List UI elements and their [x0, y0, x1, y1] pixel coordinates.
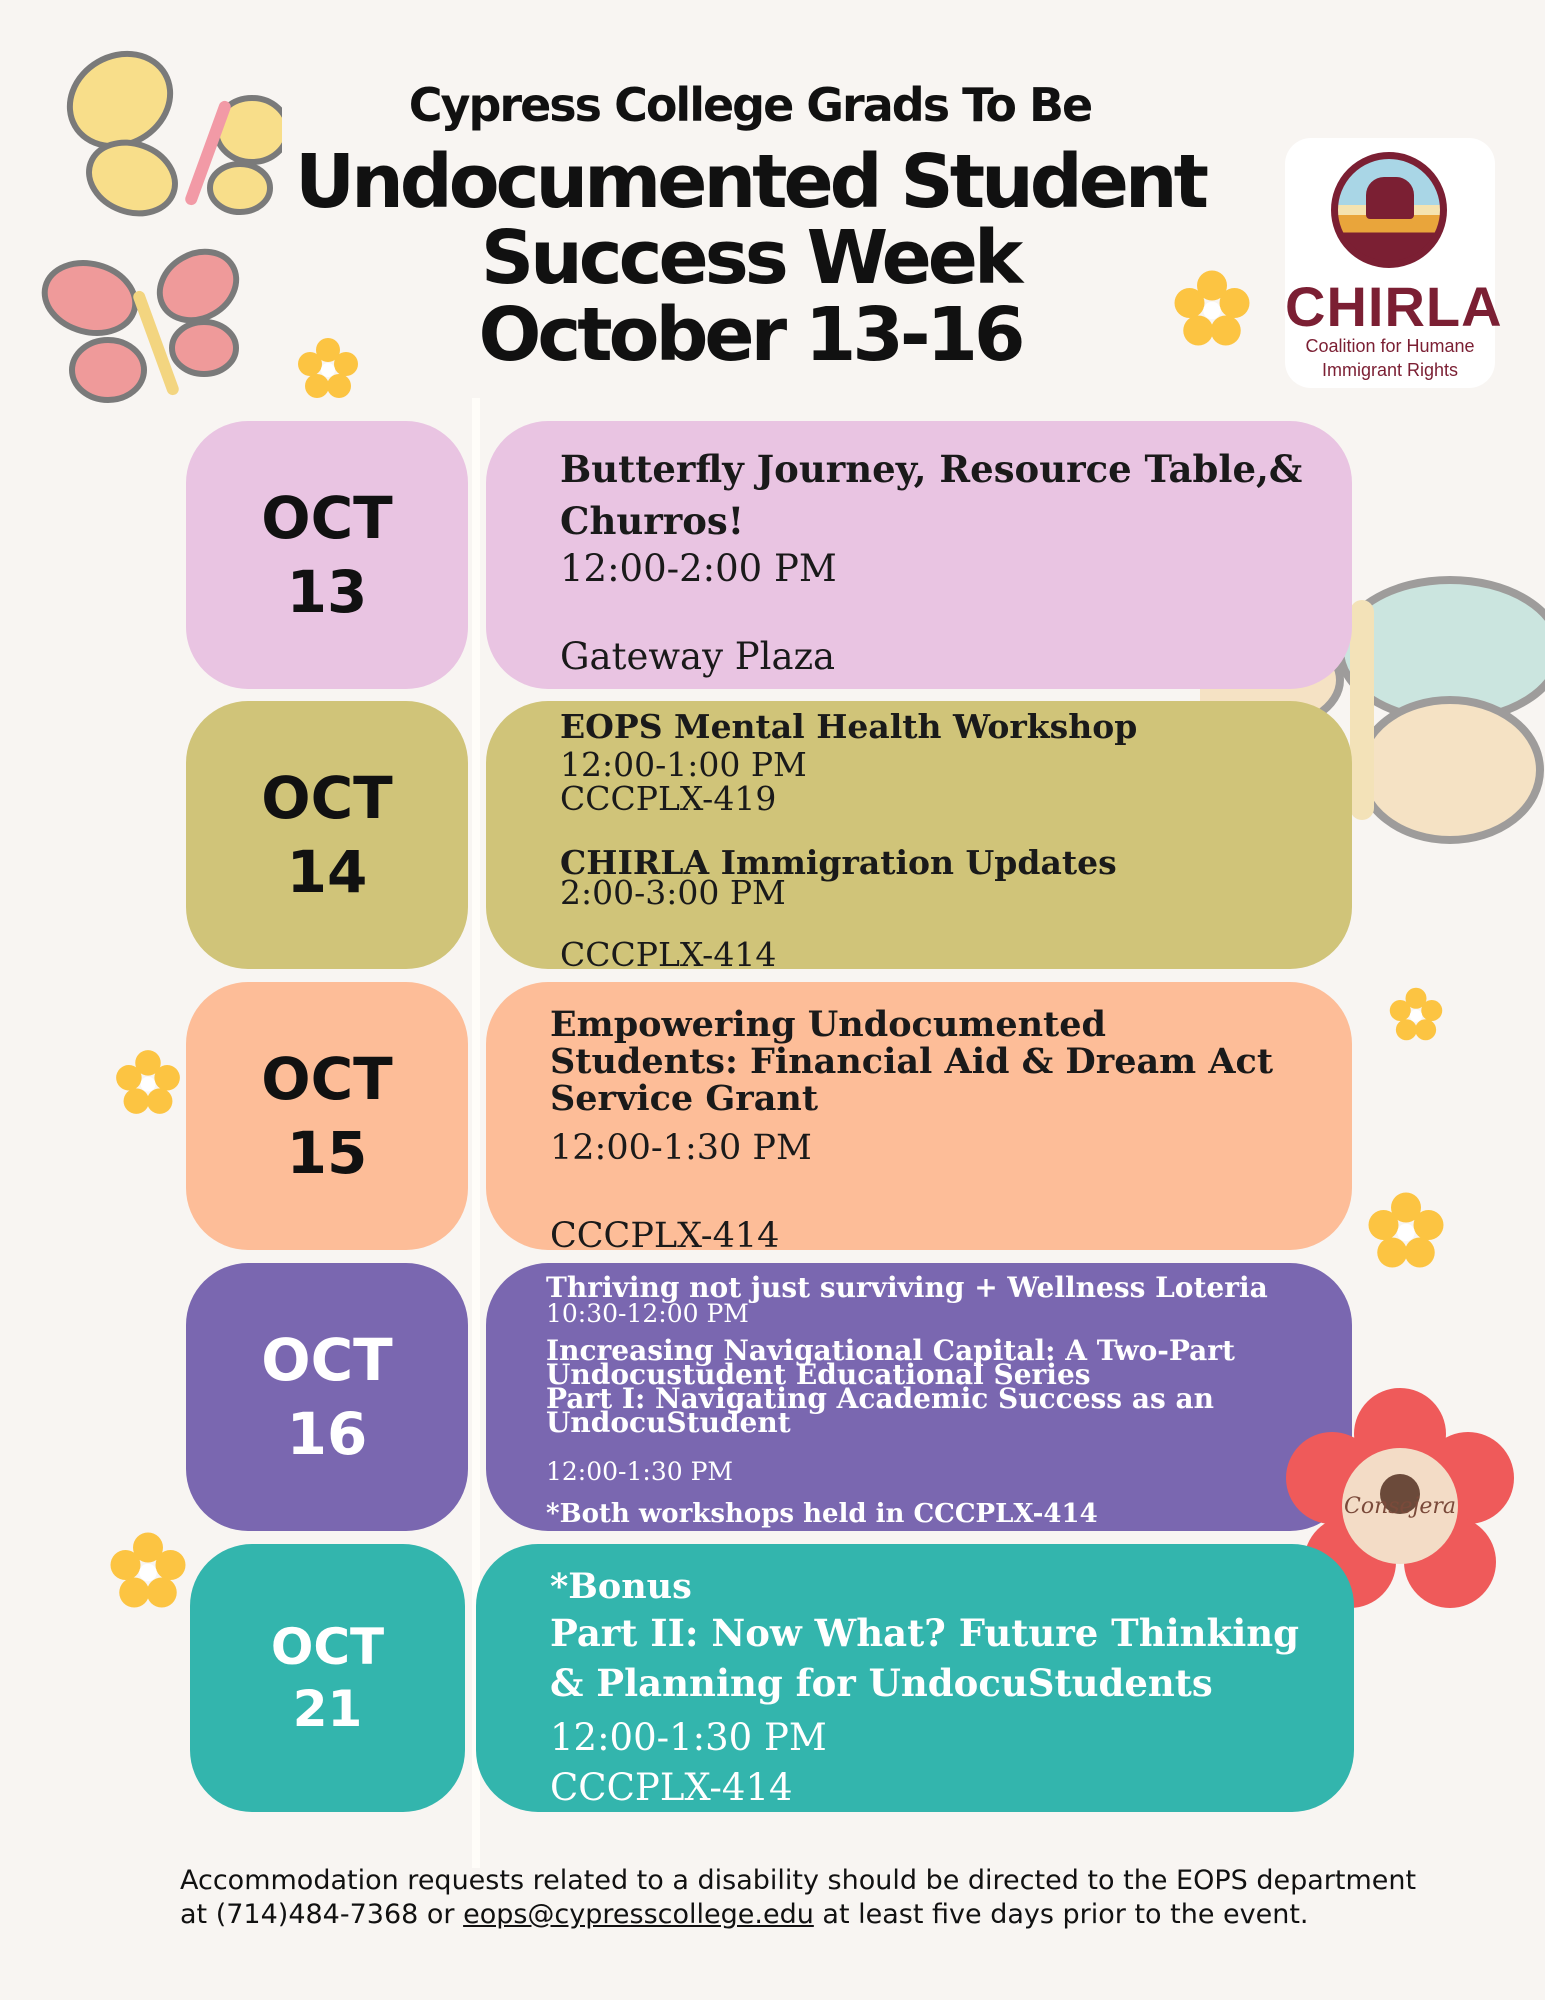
date-day: 21 [292, 1680, 363, 1738]
event-title-line: Butterfly Journey, Resource Table,& [560, 447, 1303, 491]
date-month: OCT [261, 1045, 393, 1113]
date-badge-oct14 [186, 701, 468, 969]
footer-phone-text: at (714)484-7368 or [180, 1899, 464, 1930]
logo-subtitle-line2: Immigrant Rights [1321, 360, 1459, 380]
butterfly-pink-icon [38, 248, 248, 418]
footer-suffix-text: at least five days prior to the event. [813, 1899, 1309, 1930]
event-card-oct14 [486, 701, 1352, 974]
event-card-oct13 [486, 421, 1352, 689]
event-title-line: Service Grant [550, 1078, 819, 1119]
people-icon [1366, 177, 1414, 219]
event-card-oct15 [486, 982, 1352, 1256]
accommodation-notice [180, 1864, 1520, 1932]
chirla-emblem-icon [1331, 152, 1447, 268]
email-link[interactable]: eops@cypresscollege.edu [463, 1899, 814, 1930]
page-title-line1: Undocumented Student [295, 139, 1205, 225]
date-day: 14 [286, 838, 368, 906]
date-badge-oct21 [190, 1544, 465, 1812]
page-title-line3: October 13-16 [478, 292, 1022, 378]
event-note: *Both workshops held in CCCPLX-414 [546, 1499, 1098, 1529]
date-day: 16 [286, 1400, 368, 1468]
butterfly-yellow-icon [62, 38, 282, 228]
date-month: OCT [261, 764, 393, 832]
date-month: OCT [261, 1326, 393, 1394]
pre-title: Cypress College Grads To Be [408, 78, 1092, 132]
event-title-line: & Planning for UndocuStudents [550, 1661, 1213, 1705]
event-card-oct21 [476, 1544, 1354, 1812]
date-month: OCT [261, 484, 393, 552]
event-location: CCCPLX-414 [560, 935, 777, 974]
event-title-line: Churros! [560, 499, 744, 543]
flower-icon [114, 1048, 182, 1116]
event-title-line: Students: Financial Aid & Dream Act [550, 1041, 1274, 1082]
event-title: EOPS Mental Health Workshop [560, 707, 1138, 746]
event-title-line: Part II: Now What? Future Thinking [550, 1611, 1300, 1655]
event-title [550, 1006, 1273, 1117]
event-location: CCCPLX-419 [560, 779, 777, 818]
consejera-badge-text: Consejera [1343, 1494, 1457, 1519]
event-card-oct16 [486, 1263, 1352, 1531]
event-title-line: Undocustudent Educational Series [546, 1358, 1091, 1391]
event-location: CCCPLX-414 [550, 1216, 780, 1256]
event-time: 12:00-1:30 PM [550, 1128, 812, 1168]
date-badge-oct15 [186, 982, 468, 1250]
logo-subtitle [1285, 334, 1495, 382]
event-label: *Bonus [550, 1566, 692, 1607]
logo-name: CHIRLA [1285, 275, 1503, 338]
date-badge-oct13 [186, 421, 468, 689]
flower-icon [108, 1530, 188, 1610]
event-time: 2:00-3:00 PM [560, 873, 786, 912]
page-title-line2: Success Week [480, 215, 1020, 301]
logo-subtitle-line1: Coalition for Humane [1305, 336, 1475, 356]
flower-icon [1388, 986, 1444, 1042]
event-title [560, 443, 1302, 547]
event-location: Gateway Plaza [560, 635, 836, 678]
event-time: 12:00-2:00 PM [560, 547, 837, 590]
date-month: OCT [270, 1618, 385, 1676]
date-badge-oct16 [186, 1263, 468, 1531]
event-title [546, 1334, 1235, 1439]
event-time: 12:00-1:30 PM [546, 1457, 733, 1486]
event-title-line: UndocuStudent [546, 1406, 791, 1439]
event-location: CCCPLX-414 [550, 1766, 793, 1809]
event-time: 12:00-1:00 PM [560, 745, 807, 784]
chirla-logo [1285, 138, 1503, 388]
footer-line2 [180, 1898, 1520, 1932]
event-title: CHIRLA Immigration Updates [560, 843, 1117, 882]
event-title: Thriving not just surviving + Wellness Loteria [546, 1271, 1268, 1304]
event-title-line: Increasing Navigational Capital: A Two-Part [546, 1334, 1235, 1367]
footer-line1: Accommodation requests related to a disability should be directed to the EOPS department [180, 1865, 1417, 1896]
flower-icon [1366, 1190, 1446, 1270]
event-title [550, 1608, 1299, 1708]
date-day: 13 [286, 558, 368, 626]
date-day: 15 [286, 1119, 368, 1187]
event-time: 10:30-12:00 PM [546, 1299, 749, 1328]
event-title-line: Empowering Undocumented [550, 1004, 1106, 1045]
event-time: 12:00-1:30 PM [550, 1716, 827, 1759]
event-title-line: Part I: Navigating Academic Success as an [546, 1382, 1214, 1415]
